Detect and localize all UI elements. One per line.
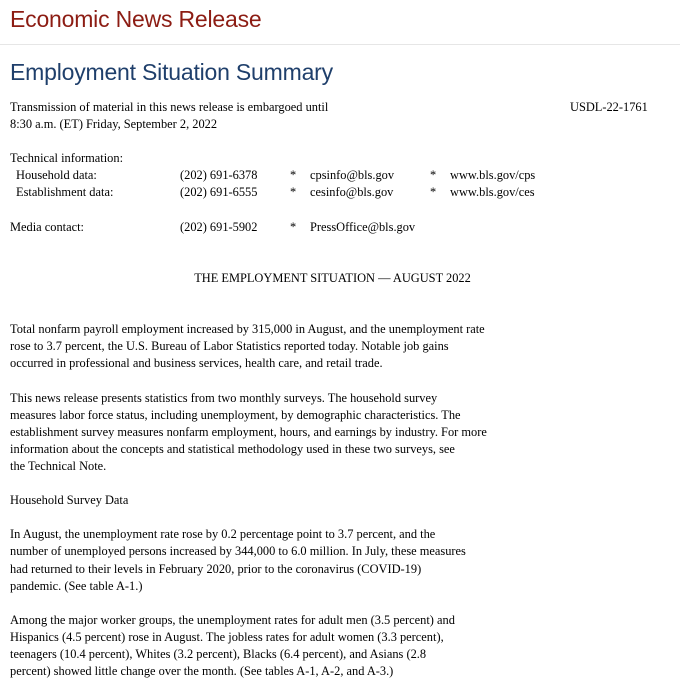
paragraph-line: percent) showed little change over the month. (See tables A-1, A-2, and A-3.) (10, 664, 394, 679)
establishment-email[interactable]: cesinfo@bls.gov (310, 185, 394, 200)
paragraph-line: Among the major worker groups, the unemployment rates for adult men (3.5 percent) and (10, 612, 455, 627)
paragraph-unemployment-rate (10, 526, 675, 594)
separator: * (430, 168, 437, 183)
paragraph-worker-groups (10, 612, 675, 680)
separator: * (290, 219, 297, 234)
spacer (10, 236, 675, 253)
spacer (10, 202, 675, 219)
media-contact-row (10, 219, 675, 236)
paragraph-headline (10, 321, 675, 372)
media-label: Media contact: (10, 219, 84, 234)
media-email[interactable]: PressOffice@bls.gov (310, 219, 416, 234)
spacer (10, 509, 675, 526)
paragraph-line: measures labor force status, including unemployment, by demographic characteristics. The (10, 407, 461, 422)
paragraph-line: the Technical Note. (10, 458, 107, 473)
paragraph-line: establishment survey measures nonfarm employment, hours, and earnings by industry. For more (10, 424, 487, 439)
spacer (10, 133, 675, 150)
paragraph-surveys (10, 390, 675, 475)
spacer (10, 595, 675, 612)
establishment-phone: (202) 691-6555 (180, 185, 258, 200)
paragraph-line: In August, the unemployment rate rose by 0.2 percentage point to 3.7 percent, and the (10, 527, 436, 542)
release-title[interactable]: Economic News Release (10, 6, 262, 32)
spacer (10, 373, 675, 390)
news-release-body (10, 99, 675, 680)
embargo-text: Transmission of material in this news release is embargoed until (10, 100, 329, 114)
paragraph-line: rose to 3.7 percent, the U.S. Bureau of Labor Statistics reported today. Notable job gains (10, 339, 449, 354)
spacer (10, 287, 675, 304)
page-title: Employment Situation Summary (10, 59, 333, 85)
release-heading: THE EMPLOYMENT SITUATION — AUGUST 2022 (194, 270, 471, 285)
spacer (10, 304, 675, 321)
separator: * (290, 168, 297, 183)
paragraph-line: This news release presents statistics from two monthly surveys. The household survey (10, 390, 438, 405)
spacer (10, 253, 675, 270)
establishment-label: Establishment data: (16, 185, 114, 200)
establishment-web-link[interactable]: www.bls.gov/ces (450, 185, 535, 200)
paragraph-line: Hispanics (4.5 percent) rose in August. The jobless rates for adult women (3.3 percent), (10, 629, 444, 644)
embargo-line (10, 99, 675, 116)
paragraph-line: had returned to their levels in February 2020, prior to the coronavirus (COVID-19) (10, 561, 422, 576)
page-header (0, 0, 680, 45)
paragraph-line: number of unemployed persons increased by 344,000 to 6.0 million. In July, these measures (10, 544, 466, 559)
media-phone: (202) 691-5902 (180, 219, 258, 234)
paragraph-line: occurred in professional and business services, health care, and retail trade. (10, 356, 383, 371)
separator: * (290, 185, 297, 200)
paragraph-line: information about the concepts and statistical methodology used in these two surveys, see (10, 441, 455, 456)
paragraph-line: pandemic. (See table A-1.) (10, 578, 143, 593)
household-email[interactable]: cpsinfo@bls.gov (310, 168, 395, 183)
spacer (10, 475, 675, 492)
household-web-link[interactable]: www.bls.gov/cps (450, 168, 536, 183)
separator: * (430, 185, 437, 200)
embargo-date: 8:30 a.m. (ET) Friday, September 2, 2022 (10, 117, 218, 132)
paragraph-line: Total nonfarm payroll employment increased by 315,000 in August, and the unemployment rate (10, 322, 485, 337)
household-contact-row (10, 167, 675, 184)
paragraph-line: teenagers (10.4 percent), Whites (3.2 percent), Blacks (6.4 percent), and Asians (2.8 (10, 647, 427, 661)
establishment-contact-row (10, 184, 675, 201)
household-label: Household data: (16, 168, 97, 183)
section-heading: Household Survey Data (10, 493, 129, 508)
household-phone: (202) 691-6378 (180, 168, 258, 183)
technical-info-heading: Technical information: (10, 151, 124, 166)
release-id: USDL-22-1761 (570, 100, 648, 114)
